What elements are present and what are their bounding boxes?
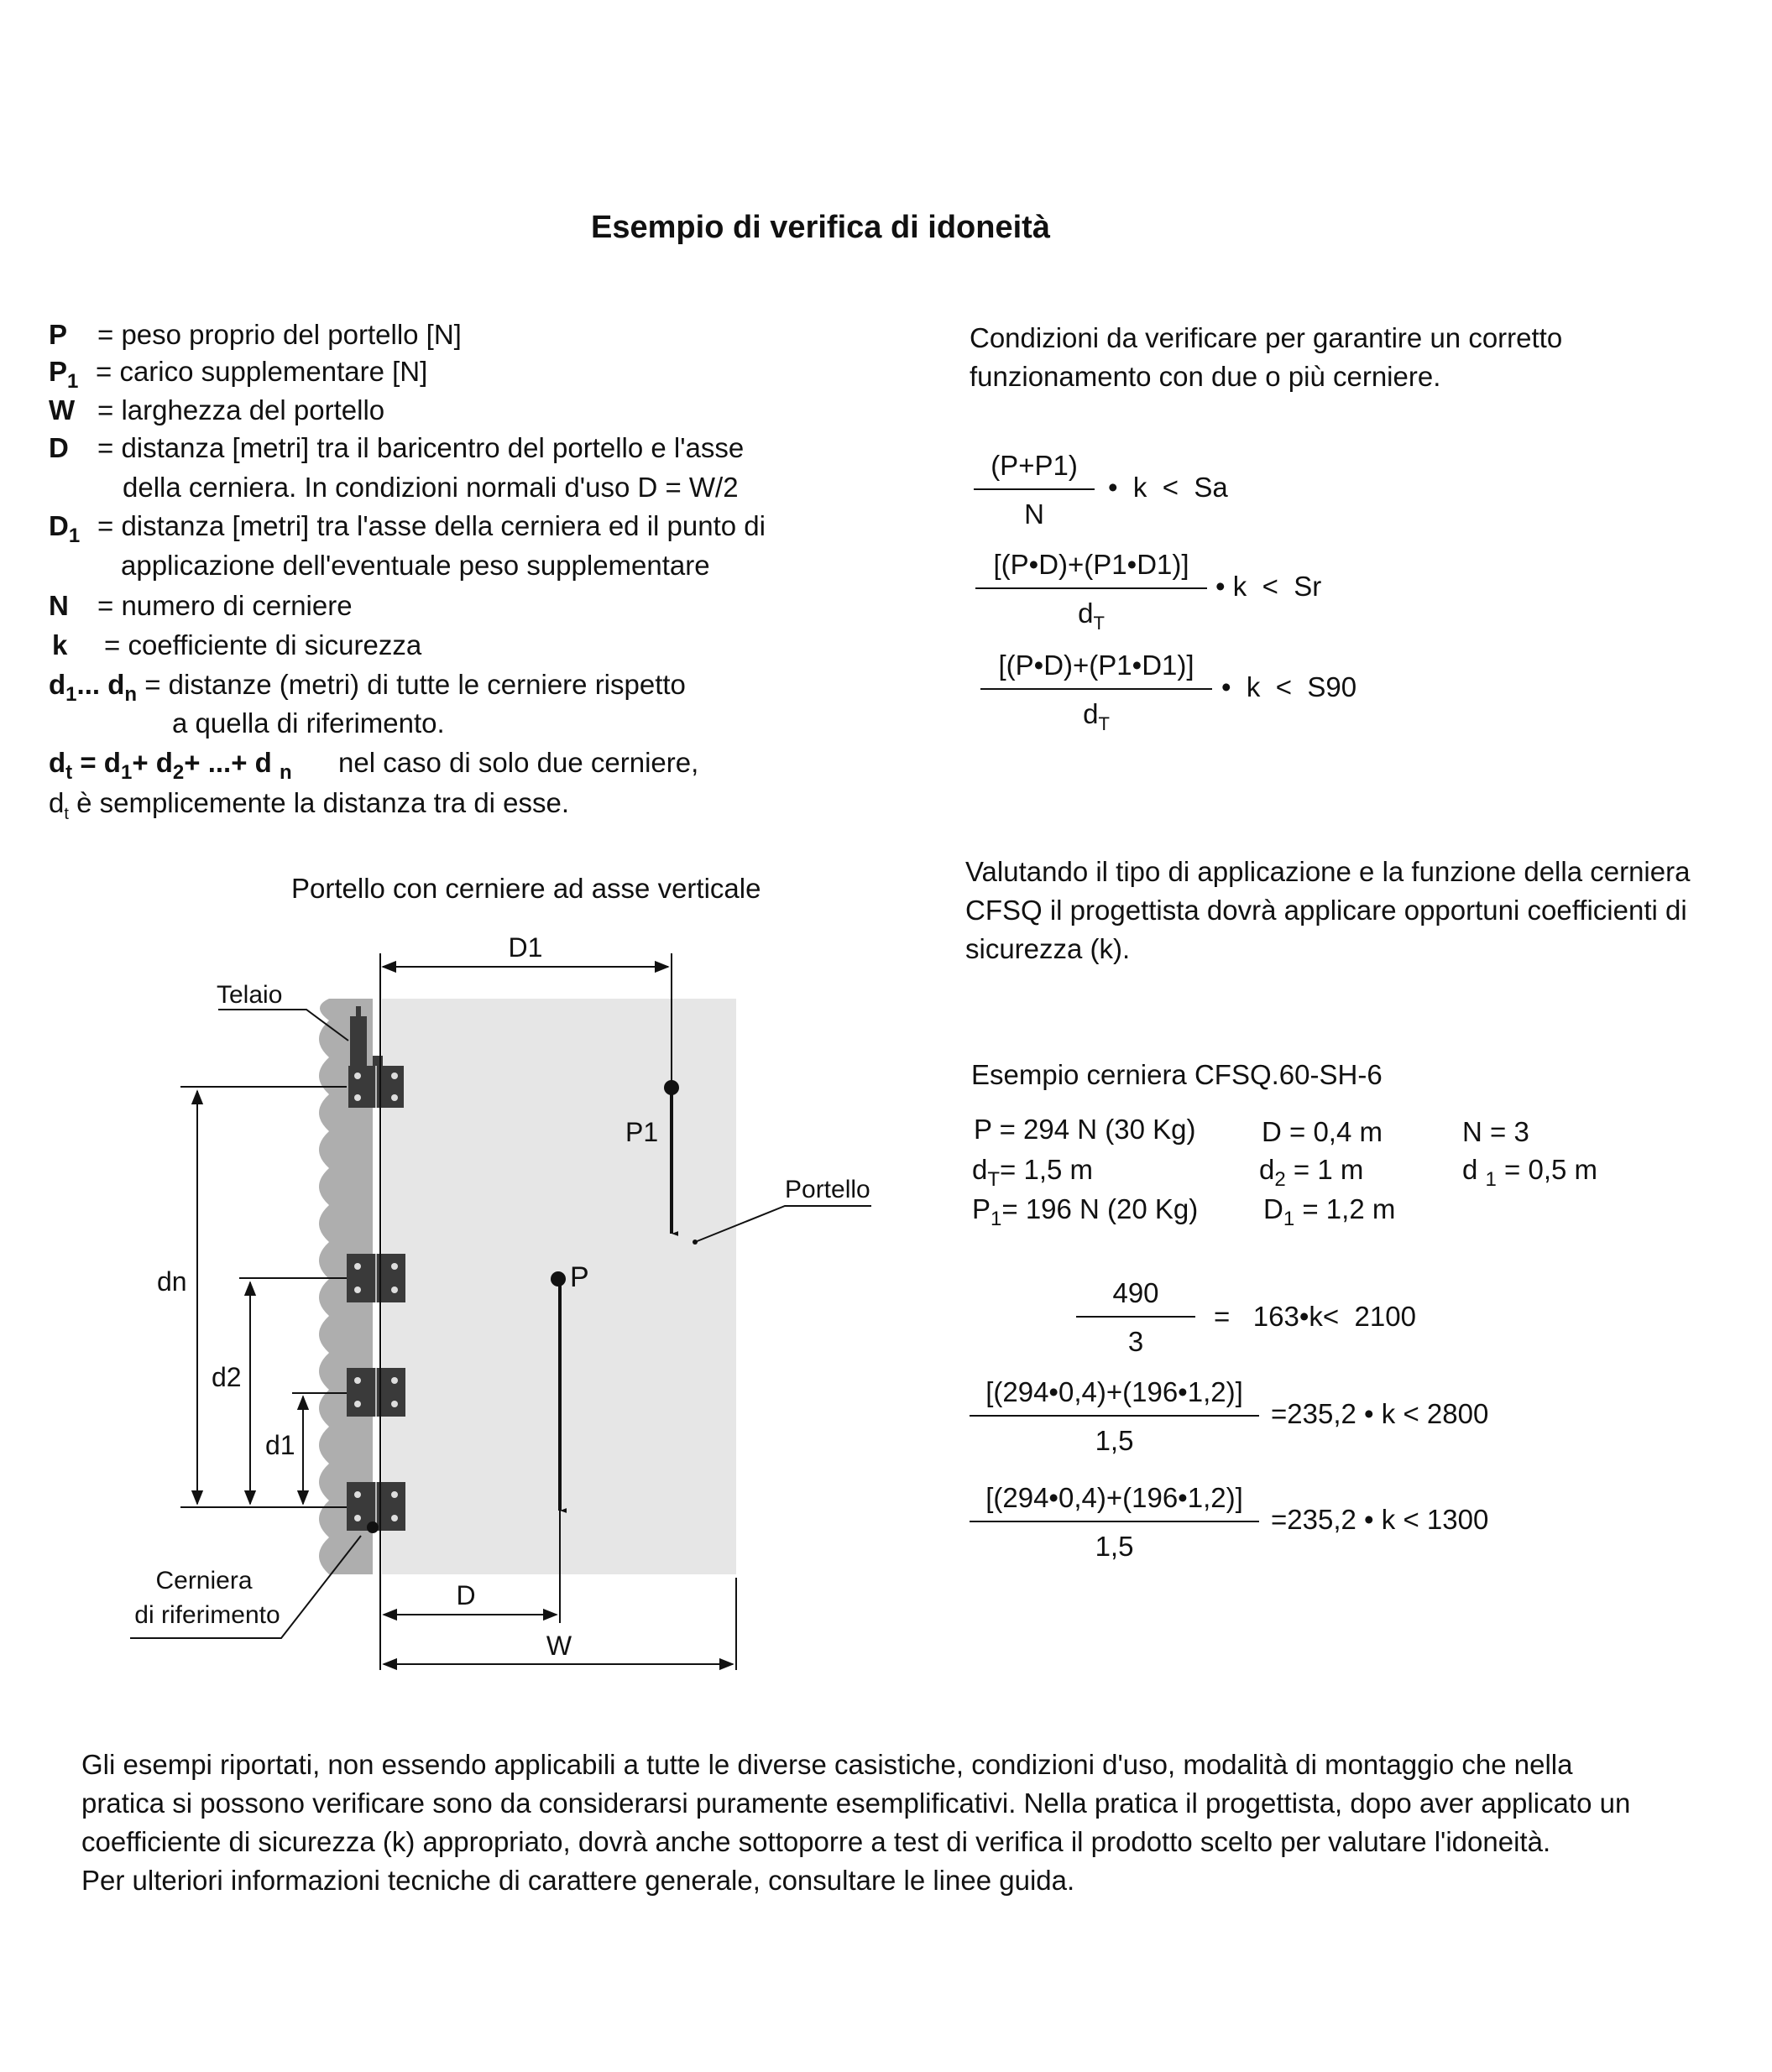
condition-sr-numerator: [(P•D)+(P1•D1)] bbox=[975, 549, 1207, 589]
example-d2: $d_2 = 1$ m bbox=[1259, 1154, 1364, 1191]
condition-sr-rhs: • k < Sr bbox=[1215, 571, 1322, 602]
legend-d1-cont: applicazione dell'eventuale peso supplementare bbox=[121, 550, 710, 581]
legend-p: P = peso proprio del portello [N] bbox=[49, 319, 462, 350]
conditions-intro-line2: funzionamento con due o più cerniere. bbox=[970, 361, 1441, 392]
note-line1: Valutando il tipo di applicazione e la funzione della cerniera bbox=[965, 856, 1691, 887]
condition-sa-denominator: N bbox=[1024, 498, 1044, 530]
legend-dt-formula: $d_t = d_1+ d_2+$ ...+ d $_n$ nel caso di solo due cerniere, bbox=[49, 747, 699, 784]
calc-sa-result: = 163•k< 2100 bbox=[1214, 1301, 1416, 1332]
example-n: N = 3 bbox=[1462, 1116, 1529, 1147]
calc-sa-denominator: 3 bbox=[1127, 1326, 1144, 1357]
example-d: D = 0,4 m bbox=[1262, 1116, 1383, 1147]
label-w: W bbox=[546, 1631, 572, 1661]
legend-d1: $D_1$ = distanza [metri] tra l'asse della cerniera ed il punto di bbox=[49, 510, 766, 547]
legend-d: D = distanza [metri] tra il baricentro del portello e l'asse bbox=[49, 432, 745, 463]
legend-dn: $d_1$... $d_n$ = distanze (metri) di tutte le cerniere rispetto bbox=[49, 669, 686, 706]
label-p1: P1 bbox=[625, 1117, 659, 1147]
calc-s90-result: =235,2 • k < 1300 bbox=[1271, 1504, 1489, 1535]
label-riferimento: di riferimento bbox=[134, 1601, 280, 1629]
legend-dn-cont: a quella di riferimento. bbox=[172, 707, 445, 739]
condition-sr-denominator: $d_T$ bbox=[1078, 598, 1105, 634]
example-title: Esempio cerniera CFSQ.60-SH-6 bbox=[971, 1059, 1383, 1090]
condition-s90-denominator: $d_T$ bbox=[1083, 698, 1110, 734]
footer-line2: pratica si possono verificare sono da considerarsi puramente esemplificativi. Nella pratica il progettista, dopo aver applicato un bbox=[81, 1788, 1631, 1819]
calc-sa-numerator: 490 bbox=[1076, 1277, 1195, 1318]
calc-sr-denominator: 1,5 bbox=[1095, 1425, 1134, 1456]
calc-sr-numerator: [(294•0,4)+(196•1,2)] bbox=[970, 1376, 1259, 1417]
label-d2: d2 bbox=[212, 1362, 242, 1392]
example-p: P = 294 N (30 Kg) bbox=[974, 1114, 1196, 1145]
condition-s90-numerator: [(P•D)+(P1•D1)] bbox=[980, 650, 1212, 690]
label-d: D bbox=[456, 1580, 476, 1610]
note-line3: sicurezza (k). bbox=[965, 933, 1131, 964]
legend-d-cont: della cerniera. In condizioni normali d'uso D = W/2 bbox=[123, 472, 739, 503]
example-d1: d $_1$ = 0,5 m bbox=[1462, 1154, 1598, 1191]
label-telaio: Telaio bbox=[217, 981, 283, 1009]
legend-dt-note: $d_t$ è semplicemente la distanza tra di esse. bbox=[49, 787, 570, 823]
example-p1: $P_1= 196$ N (20 Kg) bbox=[972, 1193, 1199, 1230]
condition-s90-rhs: • k < S90 bbox=[1221, 671, 1357, 702]
hinge-n bbox=[347, 1254, 405, 1302]
example-d1-dist: $D_1 = 1,2$ m bbox=[1263, 1193, 1396, 1230]
legend-n: N = numero di cerniere bbox=[49, 590, 353, 621]
label-dn: dn bbox=[157, 1266, 187, 1297]
legend-w: W = larghezza del portello bbox=[49, 394, 385, 425]
label-portello: Portello bbox=[785, 1176, 870, 1203]
condition-sa-numerator: (P+P1) bbox=[974, 450, 1095, 490]
diagram-caption: Portello con cerniere ad asse verticale bbox=[291, 873, 761, 904]
legend-k: k = coefficiente di sicurezza bbox=[52, 629, 422, 660]
condition-sa-rhs: • k < Sa bbox=[1108, 472, 1228, 503]
label-d1: d1 bbox=[265, 1430, 295, 1460]
footer-line4: Per ulteriori informazioni tecniche di carattere generale, consultare le linee guida. bbox=[81, 1865, 1075, 1896]
example-dt: $d_T= 1,5$ m bbox=[972, 1154, 1094, 1191]
label-p: P bbox=[570, 1261, 589, 1293]
note-line2: CFSQ il progettista dovrà applicare opportuni coefficienti di bbox=[965, 895, 1687, 926]
legend-p1: $P_1$ = carico supplementare [N] bbox=[49, 356, 428, 393]
calc-sr-result: =235,2 • k < 2800 bbox=[1271, 1398, 1489, 1429]
calc-s90-denominator: 1,5 bbox=[1095, 1531, 1134, 1562]
footer-line1: Gli esempi riportati, non essendo applicabili a tutte le diverse casistiche, condizioni d'uso, modalità di montaggio che nella bbox=[81, 1749, 1573, 1780]
calc-s90-numerator: [(294•0,4)+(196•1,2)] bbox=[970, 1482, 1259, 1522]
page-title: Esempio di verifica di idoneità bbox=[591, 210, 1050, 245]
hinge-2 bbox=[347, 1368, 405, 1417]
conditions-intro-line1: Condizioni da verificare per garantire un corretto bbox=[970, 322, 1563, 353]
label-d1-top: D1 bbox=[508, 932, 543, 963]
footer-line3: coefficiente di sicurezza (k) appropriato, dovrà anche sottoporre a test di verifica il prodotto scelto per valutare l'idoneità. bbox=[81, 1826, 1551, 1857]
label-cerniera: Cerniera bbox=[155, 1567, 253, 1594]
